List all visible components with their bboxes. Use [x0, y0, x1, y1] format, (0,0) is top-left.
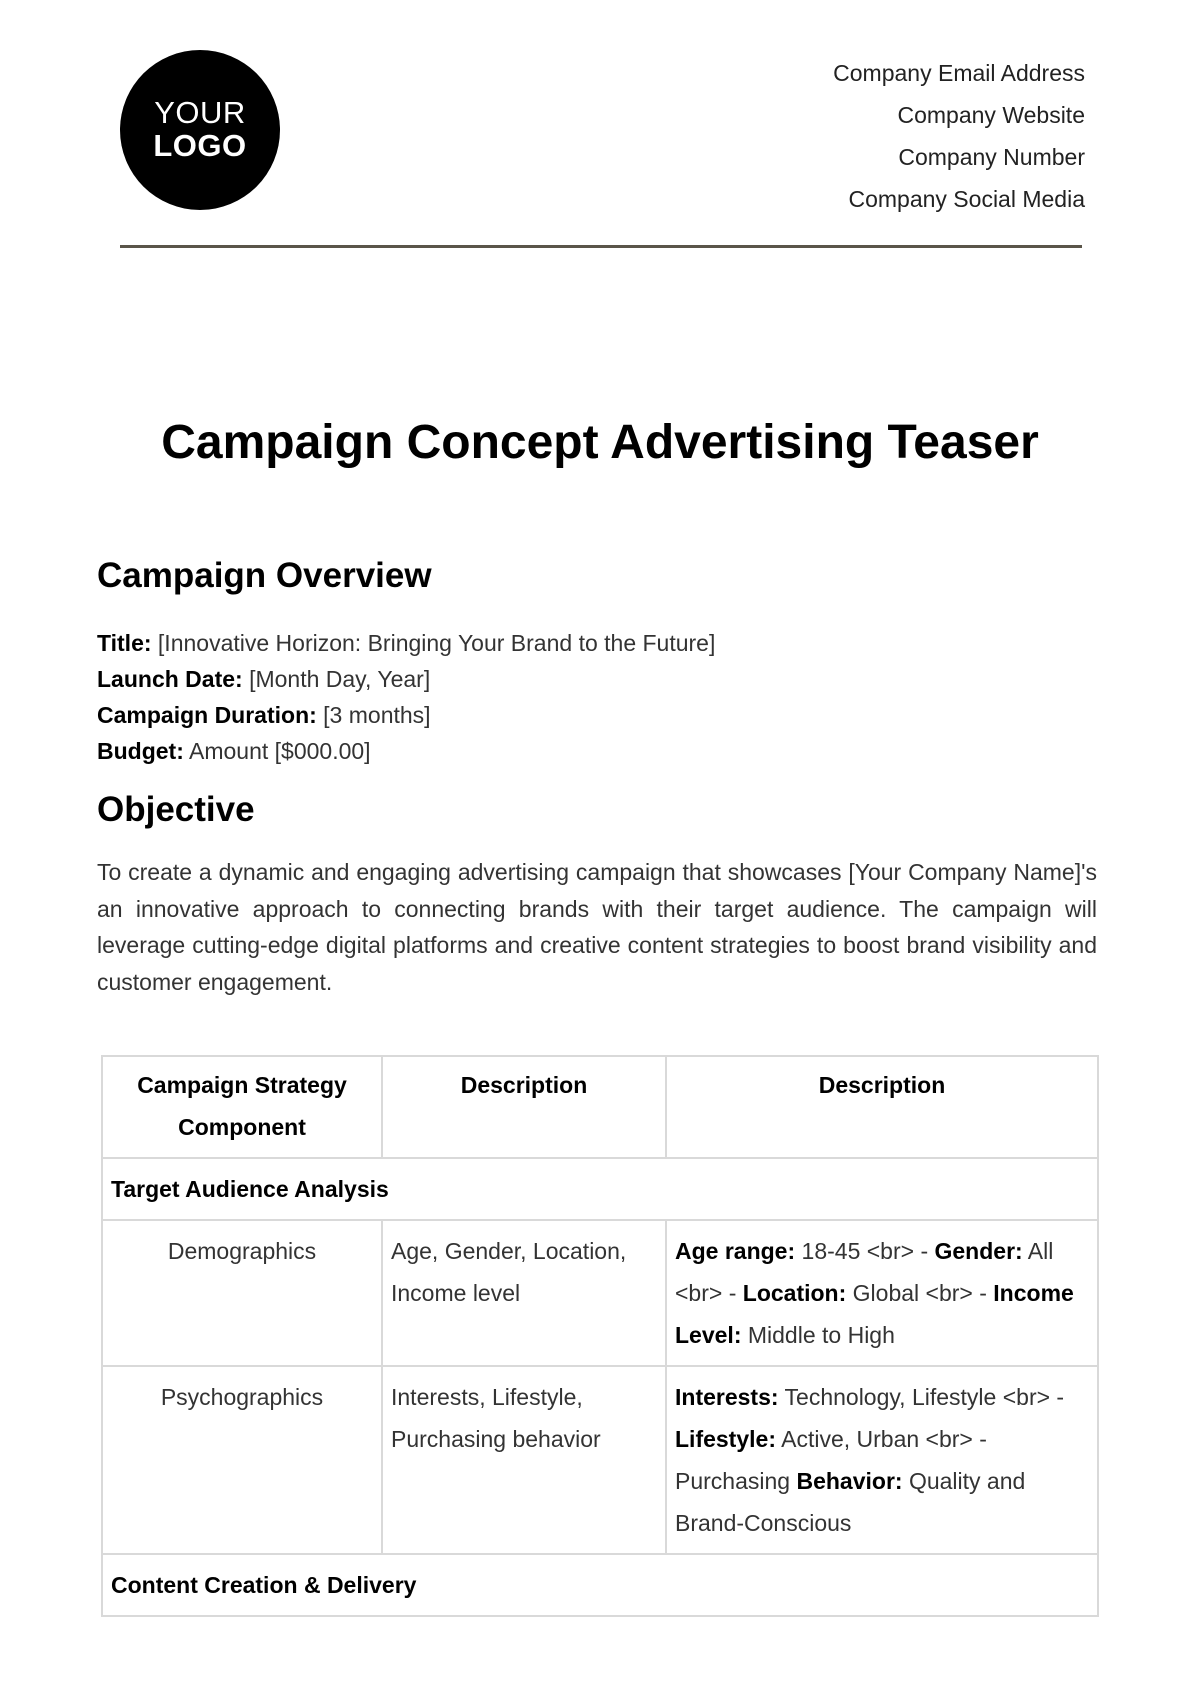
details-cell	[666, 1366, 1098, 1554]
detail-value: 18-45 <br> -	[795, 1238, 935, 1264]
detail-label: Behavior:	[796, 1468, 903, 1494]
detail-label: Gender:	[934, 1238, 1023, 1264]
header-description-2: Description	[666, 1056, 1098, 1158]
section-row-target-audience	[102, 1158, 1098, 1220]
campaign-overview-heading: Campaign Overview	[97, 556, 432, 595]
title-value: [Innovative Horizon: Bringing Your Brand to the Future]	[151, 630, 716, 656]
launch-date-value: [Month Day, Year]	[242, 666, 431, 692]
header-description: Description	[382, 1056, 666, 1158]
company-number: Company Number	[898, 144, 1085, 170]
description-cell: Interests, Lifestyle, Purchasing behavior	[382, 1366, 666, 1554]
component-cell: Demographics	[102, 1220, 382, 1366]
overview-launch-line	[97, 661, 715, 697]
budget-value: Amount [$000.00]	[183, 738, 371, 764]
detail-value: Global <br> -	[846, 1280, 994, 1306]
table-header-row	[102, 1056, 1098, 1158]
company-logo	[120, 50, 280, 210]
detail-label: Income Level:	[675, 1280, 1074, 1348]
company-website: Company Website	[897, 102, 1085, 128]
title-label: Title:	[97, 630, 152, 656]
detail-value: Quality and Brand-Conscious	[675, 1468, 1026, 1536]
overview-budget-line	[97, 733, 715, 769]
launch-date-label: Launch Date:	[97, 666, 243, 692]
budget-label: Budget:	[97, 738, 184, 764]
detail-label: Lifestyle:	[675, 1426, 776, 1452]
section-row-content-creation	[102, 1554, 1098, 1616]
detail-value: Active, Urban <br> - Purchasing	[675, 1426, 987, 1494]
detail-value: All <br> -	[675, 1238, 1054, 1306]
section-label: Content Creation & Delivery	[102, 1554, 1098, 1616]
overview-duration-line	[97, 697, 715, 733]
duration-value: [3 months]	[316, 702, 431, 728]
component-cell: Psychographics	[102, 1366, 382, 1554]
overview-title-line	[97, 625, 715, 661]
company-contact-block	[833, 52, 1085, 220]
detail-label: Interests:	[675, 1384, 779, 1410]
detail-label: Location:	[742, 1280, 847, 1306]
objective-heading: Objective	[97, 790, 255, 829]
company-email: Company Email Address	[833, 60, 1085, 86]
company-social-media: Company Social Media	[848, 186, 1085, 212]
table-row	[102, 1220, 1098, 1366]
campaign-overview-details	[97, 625, 715, 769]
campaign-strategy-table	[101, 1055, 1099, 1617]
detail-value: Middle to High	[741, 1322, 895, 1348]
logo-line-1: YOUR	[154, 95, 246, 131]
details-cell	[666, 1220, 1098, 1366]
header-divider	[120, 245, 1082, 248]
duration-label: Campaign Duration:	[97, 702, 317, 728]
logo-line-2: LOGO	[153, 128, 247, 163]
detail-value: Technology, Lifestyle <br> -	[778, 1384, 1065, 1410]
section-label: Target Audience Analysis	[102, 1158, 1098, 1220]
header-component: Campaign Strategy Component	[102, 1056, 382, 1158]
description-cell: Age, Gender, Location, Income level	[382, 1220, 666, 1366]
document-title: Campaign Concept Advertising Teaser	[161, 416, 1039, 469]
objective-text: To create a dynamic and engaging advertising campaign that showcases [Your Company Name]'s an innovative approach to connecting brands with their target audience. The campaign will leverage cutting-edge digital platforms and creative content strategies to boost brand visibility and customer engagement.	[97, 859, 1097, 995]
detail-label: Age range:	[675, 1238, 796, 1264]
table-row	[102, 1366, 1098, 1554]
